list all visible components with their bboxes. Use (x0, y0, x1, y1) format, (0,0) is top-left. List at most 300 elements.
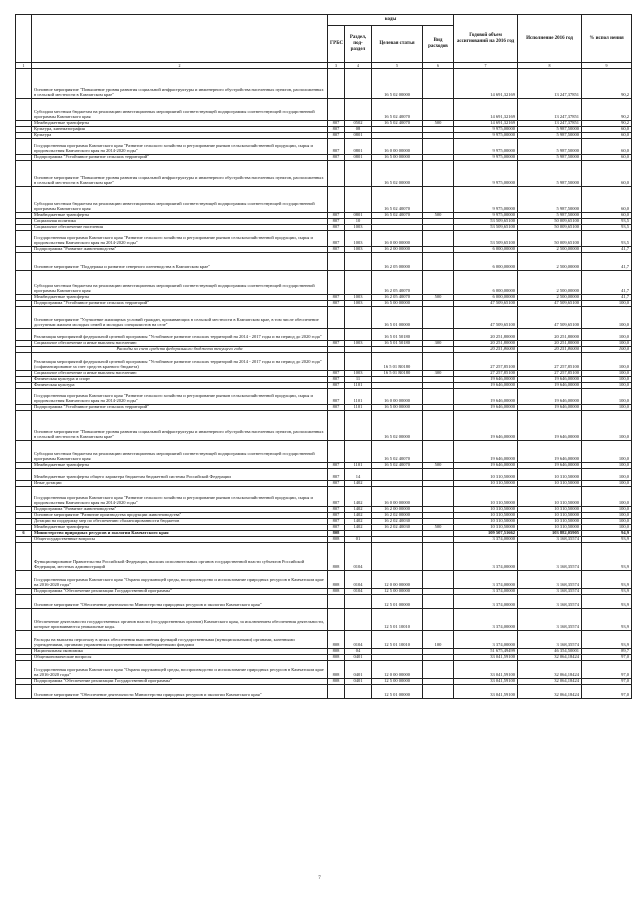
row-execution: 3 168,35574 (518, 631, 582, 649)
row-razdel: 04 (345, 649, 372, 655)
row-execution: 20 251,80000 (518, 347, 582, 353)
row-assignment: 10 310,50000 (454, 507, 518, 513)
row-assignment: 27 257,85100 (454, 371, 518, 377)
row-assignment: 53 509,65100 (454, 231, 518, 247)
row-target-article: 16 5 00 00000 (372, 405, 423, 411)
header-grbs: ГРБС (328, 26, 345, 63)
row-execution: 19 646,00000 (518, 441, 582, 463)
row-name: Обеспечение деятельности государственных органов власти (государственных органов) Камчатского края, за исключением обеспечения деятельности, которые присваиваются уникальные коды. (32, 609, 328, 631)
row-name: Культура (32, 133, 328, 139)
row-grbs: 808 (328, 589, 345, 595)
row-grbs (328, 609, 345, 631)
row-name: Государственная программа Камчатского края "Развитие сельского хозяйства и регулирование рынков сельскохозяйственной продукции, сырья и продовольствия Камчатского края на 2014-2020 годы" (32, 487, 328, 507)
row-percent: 90,2 (582, 99, 632, 121)
row-razdel: 0502 (345, 121, 372, 127)
row-name: Реализация мероприятий федеральной целевой программы "Устойчивое развитие сельских территорий на 2014 - 2017 годы и на период до 2020 года" (софинансирование за счет средств краевого бюджета) (32, 353, 328, 371)
row-expense-type (423, 595, 454, 609)
table-row (16, 595, 632, 609)
row-execution: 20 251,80000 (518, 341, 582, 347)
row-name: Расходы за счет средств федерального бюджета текущего года (32, 347, 328, 353)
row-expense-type: 500 (423, 121, 454, 127)
row-razdel: 0401 (345, 679, 372, 685)
row-assignment: 3 374,00000 (454, 589, 518, 595)
row-expense-type (423, 487, 454, 507)
row-execution: 19 646,00000 (518, 389, 582, 405)
row-target-article: 12 0 00 00000 (372, 571, 423, 589)
row-grbs: 808 (328, 631, 345, 649)
row-name: Дотации на поддержку мер по обеспечению сбалансированности бюджетов (32, 519, 328, 525)
row-target-article: 12 5 01 10010 (372, 609, 423, 631)
row-execution: 2 500,00000 (518, 295, 582, 301)
row-expense-type (423, 353, 454, 371)
table-row (16, 231, 632, 247)
row-name: Министерство природных ресурсов и экологии Камчатского края (32, 531, 328, 537)
row-name: Функционирование Правительства Российской Федерации, высших исполнительных органов государственной власти субъектов Российской Федерации, местных администраций (32, 543, 328, 571)
row-execution: 50 009,65100 (518, 231, 582, 247)
row-number (16, 685, 32, 699)
row-razdel (345, 69, 372, 99)
row-razdel: 1101 (345, 389, 372, 405)
row-execution: 13 247,37851 (518, 99, 582, 121)
row-grbs (328, 307, 345, 329)
row-razdel: 0801 (345, 155, 372, 161)
row-execution: 5 987,50000 (518, 161, 582, 187)
row-grbs: 807 (328, 371, 345, 377)
table-row (16, 99, 632, 121)
row-razdel: 0401 (345, 655, 372, 661)
row-percent: 100,0 (582, 329, 632, 341)
row-percent: 93,5 (582, 225, 632, 231)
row-grbs: 808 (328, 679, 345, 685)
row-execution: 5 987,50000 (518, 213, 582, 219)
row-grbs: 807 (328, 133, 345, 139)
row-assignment: 9 975,00000 (454, 155, 518, 161)
row-name: Культура, кинематография (32, 127, 328, 133)
row-execution: 3 168,35574 (518, 537, 582, 543)
row-percent: 90,2 (582, 69, 632, 99)
row-assignment: 20 251,80000 (454, 341, 518, 347)
row-assignment: 14 691,32169 (454, 121, 518, 127)
row-execution: 13 247,37851 (518, 121, 582, 127)
column-number: 1 (16, 63, 32, 69)
row-grbs (328, 411, 345, 441)
row-expense-type: 500 (423, 463, 454, 469)
row-assignment: 19 646,00000 (454, 377, 518, 383)
row-grbs: 807 (328, 301, 345, 307)
row-grbs: 807 (328, 341, 345, 347)
row-razdel (345, 307, 372, 329)
table-row (16, 161, 632, 187)
row-grbs: 808 (328, 531, 345, 537)
row-name: Подпрограмма "Развитие животноводства" (32, 247, 328, 253)
row-expense-type (423, 441, 454, 463)
row-grbs (328, 271, 345, 295)
row-razdel: 1003 (345, 371, 372, 377)
row-razdel: 1101 (345, 405, 372, 411)
row-name: Межбюджетные трансферты (32, 525, 328, 531)
row-expense-type (423, 329, 454, 341)
row-execution: 47 509,65100 (518, 307, 582, 329)
row-number (16, 231, 32, 247)
row-execution: 19 646,00000 (518, 383, 582, 389)
row-number (16, 187, 32, 213)
row-name: Субсидии местным бюджетам на реализацию инвестиционных мероприятий соответствующей подпрограммы соответствующей государственной программы Камчатского края (32, 441, 328, 463)
row-execution: 2 500,00000 (518, 271, 582, 295)
row-execution: 3 168,35574 (518, 571, 582, 589)
row-assignment: 9 975,00000 (454, 161, 518, 187)
row-expense-type: 300 (423, 371, 454, 377)
row-grbs (328, 329, 345, 341)
row-assignment: 33 041,59100 (454, 685, 518, 699)
row-razdel: 1003 (345, 295, 372, 301)
row-assignment: 33 041,59100 (454, 655, 518, 661)
column-number: 8 (518, 63, 582, 69)
row-number (16, 661, 32, 679)
row-target-article: 12 0 00 00000 (372, 661, 423, 679)
row-percent: 60,0 (582, 127, 632, 133)
row-name: Расходы на выплаты персоналу в целях обеспечения выполнения функций государственными (муниципальными) органами, казенными учреждениями, органами управления государственными внебюджетными фондами (32, 631, 328, 649)
row-grbs (328, 69, 345, 99)
row-expense-type: 500 (423, 525, 454, 531)
row-number (16, 411, 32, 441)
row-assignment: 14 691,32169 (454, 99, 518, 121)
row-razdel (345, 685, 372, 699)
row-target-article: 16 2 05 40070 (372, 295, 423, 301)
row-target-article: 16 5 02 40070 (372, 441, 423, 463)
row-grbs: 808 (328, 649, 345, 655)
row-percent: 100,0 (582, 307, 632, 329)
row-grbs: 808 (328, 661, 345, 679)
row-percent: 94,9 (582, 531, 632, 537)
row-assignment: 19 646,00000 (454, 463, 518, 469)
row-grbs: 807 (328, 127, 345, 133)
row-assignment: 33 041,59100 (454, 679, 518, 685)
row-execution: 103 882,05905 (518, 531, 582, 537)
row-execution: 3 168,35574 (518, 589, 582, 595)
row-execution: 2 500,00000 (518, 247, 582, 253)
row-razdel: 1003 (345, 301, 372, 307)
row-percent: 100,0 (582, 347, 632, 353)
row-assignment: 6 000,00000 (454, 295, 518, 301)
header-assignments: Годовой объем ассигнований на 2016 год (454, 15, 518, 63)
row-execution: 10 310,50000 (518, 525, 582, 531)
row-target-article: 16 5 01 50180 (372, 329, 423, 341)
row-name: Подпрограмма "Устойчивое развитие сельских территорий" (32, 405, 328, 411)
row-number (16, 99, 32, 121)
row-assignment: 53 509,65100 (454, 225, 518, 231)
row-grbs: 807 (328, 247, 345, 253)
table-row (16, 253, 632, 271)
row-razdel: 1003 (345, 231, 372, 247)
row-percent: 100,0 (582, 405, 632, 411)
row-percent: 100,0 (582, 463, 632, 469)
row-grbs: 807 (328, 507, 345, 513)
row-percent: 60,0 (582, 139, 632, 155)
row-name: Межбюджетные трансферты общего характера бюджетам бюджетной системы Российской Федерации (32, 469, 328, 481)
row-name: Межбюджетные трансферты (32, 295, 328, 301)
row-grbs: 807 (328, 155, 345, 161)
row-grbs (328, 187, 345, 213)
row-number (16, 161, 32, 187)
row-razdel: 1402 (345, 481, 372, 487)
row-number: 6 (16, 531, 32, 537)
row-target-article: 16 5 02 00000 (372, 161, 423, 187)
row-execution: 3 168,35574 (518, 595, 582, 609)
row-razdel: 1402 (345, 525, 372, 531)
header-blank-name (32, 15, 328, 63)
column-number: 4 (345, 63, 372, 69)
row-percent: 93,9 (582, 543, 632, 571)
row-number (16, 609, 32, 631)
row-percent: 97,0 (582, 679, 632, 685)
row-target-article: 16 2 05 40070 (372, 271, 423, 295)
row-percent: 93,9 (582, 609, 632, 631)
row-target-article: 16 2 00 00000 (372, 247, 423, 253)
row-grbs: 808 (328, 571, 345, 589)
row-percent: 41,7 (582, 295, 632, 301)
row-target-article (372, 543, 423, 571)
row-assignment: 3 374,00000 (454, 537, 518, 543)
row-percent: 100,0 (582, 353, 632, 371)
row-number (16, 329, 32, 341)
row-razdel (345, 271, 372, 295)
row-razdel: 08 (345, 127, 372, 133)
row-razdel: 01 (345, 537, 372, 543)
row-target-article: 16 5 00 00000 (372, 155, 423, 161)
row-razdel: 11 (345, 377, 372, 383)
row-grbs: 807 (328, 139, 345, 155)
row-expense-type (423, 271, 454, 295)
row-assignment: 19 646,00000 (454, 389, 518, 405)
row-target-article: 16 2 00 00000 (372, 507, 423, 513)
row-name: Социальное обеспечение и иные выплаты населению (32, 371, 328, 377)
column-number: 9 (582, 63, 632, 69)
row-percent: 100,0 (582, 487, 632, 507)
row-execution: 19 646,00000 (518, 405, 582, 411)
row-grbs: 807 (328, 383, 345, 389)
row-percent: 100,0 (582, 441, 632, 463)
row-grbs: 807 (328, 405, 345, 411)
row-percent: 100,0 (582, 341, 632, 347)
row-razdel (345, 411, 372, 441)
row-percent: 60,0 (582, 133, 632, 139)
row-expense-type (423, 231, 454, 247)
row-number (16, 139, 32, 155)
row-assignment: 47 509,65100 (454, 307, 518, 329)
row-name: Подпрограмма "Устойчивое развитие сельских территорий" (32, 301, 328, 307)
row-name: Субсидии местным бюджетам на реализацию инвестиционных мероприятий соответствующей подпрограммы соответствующей государственной программы Камчатского края (32, 99, 328, 121)
header-blank-num (16, 15, 32, 63)
row-number (16, 441, 32, 463)
row-name: Подпрограмма "Устойчивое развитие сельских территорий" (32, 155, 328, 161)
table-row (16, 469, 632, 481)
row-expense-type (423, 139, 454, 155)
row-number (16, 631, 32, 649)
row-expense-type (423, 411, 454, 441)
row-name: Основное мероприятие "Обеспечение деятельности Министерства природных ресурсов и экологии Камчатского края" (32, 595, 328, 609)
row-name: Физическая культура (32, 383, 328, 389)
row-target-article: 16 0 00 00000 (372, 231, 423, 247)
row-expense-type (423, 469, 454, 481)
row-target-article: 16 5 02 40070 (372, 121, 423, 127)
row-grbs: 807 (328, 487, 345, 507)
row-execution: 47 509,65100 (518, 301, 582, 307)
row-target-article: 16 5 02 00000 (372, 69, 423, 99)
row-razdel: 0801 (345, 133, 372, 139)
row-target-article: 12 5 01 10010 (372, 631, 423, 649)
row-assignment: 53 509,65100 (454, 219, 518, 225)
row-assignment: 10 310,50000 (454, 487, 518, 507)
table-row (16, 543, 632, 571)
row-grbs: 807 (328, 519, 345, 525)
table-row (16, 609, 632, 631)
row-percent: 93,5 (582, 219, 632, 225)
row-expense-type (423, 543, 454, 571)
row-name: Основное мероприятие "Обеспечение деятельности Министерства природных ресурсов и экологии Камчатского края" (32, 685, 328, 699)
row-percent: 60,0 (582, 155, 632, 161)
row-target-article: 16 5 02 00000 (372, 411, 423, 441)
row-grbs: 807 (328, 469, 345, 481)
row-execution: 10 310,50000 (518, 481, 582, 487)
row-name: Социальная политика (32, 219, 328, 225)
row-razdel: 0104 (345, 571, 372, 589)
table-row (16, 329, 632, 341)
row-percent: 60,0 (582, 187, 632, 213)
row-execution: 19 646,00000 (518, 463, 582, 469)
row-percent: 93,9 (582, 631, 632, 649)
row-execution: 10 310,50000 (518, 519, 582, 525)
row-razdel (345, 609, 372, 631)
row-execution: 10 310,50000 (518, 507, 582, 513)
row-grbs: 807 (328, 377, 345, 383)
table-row (16, 353, 632, 371)
row-name: Социальное обеспечение и иные выплаты населению (32, 341, 328, 347)
row-name: Основное мероприятие "Поддержка и развитие северного оленеводства в Камчатском крае" (32, 253, 328, 271)
row-percent: 93,9 (582, 537, 632, 543)
row-grbs: 807 (328, 121, 345, 127)
row-assignment: 9 975,00000 (454, 127, 518, 133)
row-grbs: 808 (328, 655, 345, 661)
row-percent: 100,0 (582, 377, 632, 383)
column-number: 5 (372, 63, 423, 69)
row-percent: 100,0 (582, 481, 632, 487)
row-assignment: 33 041,59100 (454, 661, 518, 679)
table-row (16, 307, 632, 329)
row-grbs: 807 (328, 389, 345, 405)
row-percent: 100,0 (582, 389, 632, 405)
row-name: Основное мероприятие "Повышение уровня развития социальной инфраструктуры и инженерного обустройства населенных пунктов, расположенных в сельской местности в Камчатском крае" (32, 69, 328, 99)
header-codes: коды (328, 15, 454, 26)
row-grbs (328, 595, 345, 609)
row-execution: 2 500,00000 (518, 253, 582, 271)
row-percent: 97,0 (582, 685, 632, 699)
row-name: Реализация мероприятий федеральной целевой программы "Устойчивое развитие сельских территорий на 2014 - 2017 годы и на период до 2020 года" (32, 329, 328, 341)
row-razdel: 1003 (345, 225, 372, 231)
row-grbs: 807 (328, 295, 345, 301)
row-razdel (345, 329, 372, 341)
table-row (16, 389, 632, 405)
table-row (16, 661, 632, 679)
header-execution: Исполнение 2016 год (518, 15, 582, 63)
row-assignment: 14 691,32169 (454, 69, 518, 99)
row-execution: 32 064,18424 (518, 661, 582, 679)
row-target-article: 16 2 02 00000 (372, 513, 423, 519)
row-execution: 50 009,65100 (518, 225, 582, 231)
row-percent: 41,7 (582, 253, 632, 271)
table-row (16, 685, 632, 699)
row-percent: 100,0 (582, 301, 632, 307)
row-execution: 10 310,50000 (518, 487, 582, 507)
row-number (16, 469, 32, 481)
row-target-article: 16 5 00 00000 (372, 301, 423, 307)
row-razdel (345, 253, 372, 271)
row-razdel: 1402 (345, 487, 372, 507)
row-percent: 41,7 (582, 271, 632, 295)
row-target-article: 12 5 01 00000 (372, 595, 423, 609)
row-razdel: 1402 (345, 507, 372, 513)
column-number: 6 (423, 63, 454, 69)
row-percent: 100,0 (582, 519, 632, 525)
row-assignment: 19 646,00000 (454, 411, 518, 441)
row-expense-type (423, 685, 454, 699)
row-execution: 5 987,50000 (518, 155, 582, 161)
row-name: Основное мероприятие "Повышение уровня развития социальной инфраструктуры и инженерного обустройства населенных пунктов, расположенных в сельской местности в Камчатском крае" (32, 161, 328, 187)
row-assignment: 9 975,00000 (454, 187, 518, 213)
row-name: Государственная программа Камчатского края "Развитие сельского хозяйства и регулирование рынков сельскохозяйственной продукции, сырья и продовольствия Камчатского края на 2014-2020 годы" (32, 231, 328, 247)
row-percent: 90,2 (582, 121, 632, 127)
row-razdel: 1003 (345, 341, 372, 347)
row-expense-type (423, 609, 454, 631)
row-number (16, 353, 32, 371)
row-target-article: 12 5 00 00000 (372, 679, 423, 685)
row-percent: 97,0 (582, 661, 632, 679)
row-name: Государственная программа Камчатского края "Развитие сельского хозяйства и регулирование рынков сельскохозяйственной продукции, сырья и продовольствия Камчатского края на 2014-2020 годы" (32, 139, 328, 155)
row-percent: 41,7 (582, 247, 632, 253)
header-expense-type: Вид расходов (423, 26, 454, 63)
row-expense-type (423, 661, 454, 679)
row-expense-type: 100 (423, 631, 454, 649)
row-grbs (328, 161, 345, 187)
row-assignment: 19 646,00000 (454, 405, 518, 411)
row-razdel (345, 99, 372, 121)
row-name: Основное мероприятие "Повышение уровня развития социальной инфраструктуры и инженерного обустройства населенных пунктов, расположенных в сельской местности в Камчатском крае" (32, 411, 328, 441)
row-number (16, 69, 32, 99)
row-assignment: 20 251,80000 (454, 329, 518, 341)
row-grbs: 808 (328, 537, 345, 543)
row-percent: 100,0 (582, 525, 632, 531)
row-assignment: 3 374,00000 (454, 631, 518, 649)
row-name: Межбюджетные трансферты (32, 463, 328, 469)
table-body (16, 69, 632, 699)
row-number (16, 571, 32, 589)
row-assignment: 6 000,00000 (454, 271, 518, 295)
row-name: Подпрограмма "Развитие животноводства" (32, 507, 328, 513)
row-assignment: 10 310,50000 (454, 469, 518, 481)
row-grbs (328, 353, 345, 371)
row-execution: 32 064,18424 (518, 679, 582, 685)
row-execution: 10 310,50000 (518, 469, 582, 481)
row-expense-type: 500 (423, 213, 454, 219)
row-assignment: 3 374,00000 (454, 571, 518, 589)
table-row (16, 411, 632, 441)
row-name: Субсидии местным бюджетам на реализацию инвестиционных мероприятий соответствующей подпрограммы соответствующей государственной программы Камчатского края (32, 271, 328, 295)
table-row (16, 271, 632, 295)
row-percent: 100,0 (582, 371, 632, 377)
row-grbs (328, 441, 345, 463)
row-grbs: 807 (328, 463, 345, 469)
row-assignment: 3 374,00000 (454, 543, 518, 571)
row-assignment: 10 310,50000 (454, 513, 518, 519)
